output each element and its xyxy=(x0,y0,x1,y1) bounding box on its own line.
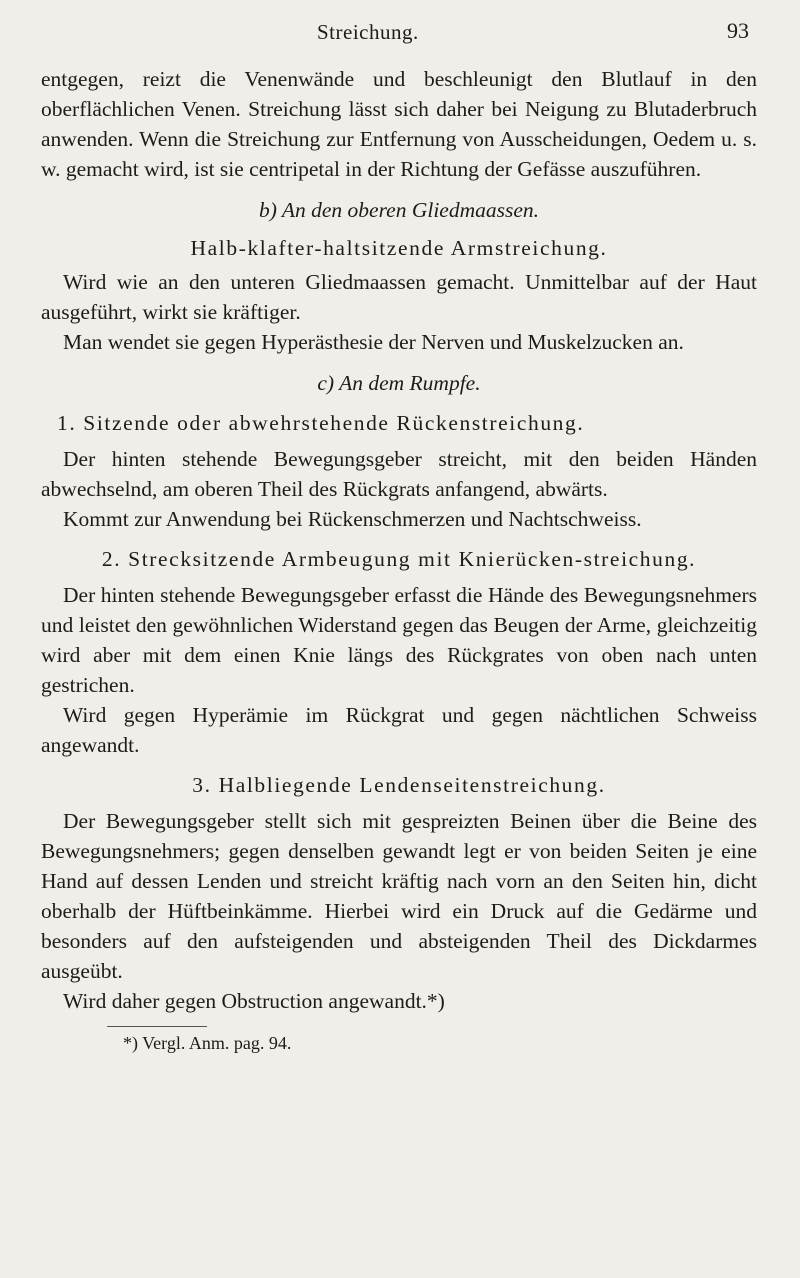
exercise-heading: Halb-klafter-haltsitzende Armstreichung. xyxy=(190,236,608,260)
section-heading-c: c) An dem Rumpfe. xyxy=(317,371,481,395)
paragraph: Man wendet sie gegen Hyperästhesie der Nerven und Muskelzucken an. xyxy=(63,330,684,354)
footnote: *) Vergl. Anm. pag. 94. xyxy=(123,1033,292,1053)
page-header xyxy=(0,18,800,52)
page-number: 93 xyxy=(727,18,749,43)
footnote-rule xyxy=(107,1026,207,1027)
running-head: Streichung. xyxy=(317,20,419,44)
paragraph: Kommt zur Anwendung bei Rückenschmerzen und Nachtschweiss. xyxy=(63,507,642,531)
paragraph: Der hinten stehende Bewegungsgeber erfasst die Hände des Bewegungsnehmers und leistet den gewöhnlichen Widerstand gegen das Beugen der Arme, gleichzeitig wird aber mit dem einen Knie längs des Rückgrates von oben nach unten gestrichen. xyxy=(41,583,757,697)
paragraph: entgegen, reizt die Venenwände und beschleunigt den Blutlauf in den oberflächlichen Venen. Streichung lässt sich daher bei Neigung zu Blutaderbruch anwenden. Wenn die Streichung zur Entfernung von Ausscheidungen, Oedem u. s. w. gemacht wird, ist sie centripetal in der Richtung der Gefässe auszuführen. xyxy=(41,67,757,181)
paragraph: Der hinten stehende Bewegungsgeber streicht, mit den beiden Händen abwechselnd, am oberen Theil des Rückgrats anfangend, abwärts. xyxy=(41,447,757,501)
exercise-heading: 1. Sitzende oder abwehrstehende Rückenstreichung. xyxy=(57,411,585,435)
paragraph: Der Bewegungsgeber stellt sich mit gespreizten Beinen über die Beine des Bewegungsnehmers; gegen denselben gewandt legt er von beiden Seiten je eine Hand auf dessen Lenden und streicht kräftig nach vorn an den Seiten hin, dicht oberhalb der Hüftbeinkämme. Hierbei wird ein Druck auf die Gedärme und besonders auf den aufsteigenden und absteigenden Theil des Dickdarmes ausgeübt. xyxy=(41,809,757,983)
page-body xyxy=(41,64,757,1055)
exercise-heading: 3. Halbliegende Lendenseitenstreichung. xyxy=(192,773,606,797)
section-heading-b: b) An den oberen Gliedmaassen. xyxy=(258,198,540,222)
paragraph: Wird wie an den unteren Gliedmaassen gemacht. Unmittelbar auf der Haut ausgeführt, wirkt sie kräftiger. xyxy=(41,270,757,324)
paragraph: Wird gegen Hyperämie im Rückgrat und gegen nächtlichen Schweiss angewandt. xyxy=(41,703,757,757)
paragraph: Wird daher gegen Obstruction angewandt.*) xyxy=(63,989,445,1013)
exercise-heading: 2. Strecksitzende Armbeugung mit Knierücken-streichung. xyxy=(101,547,697,571)
